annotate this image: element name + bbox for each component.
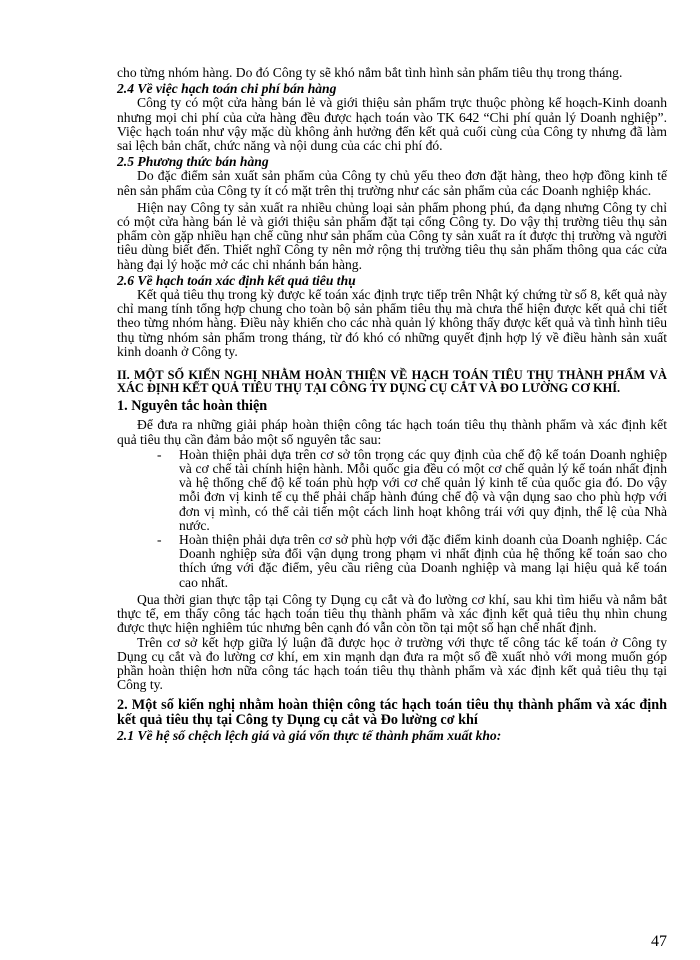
page-number: 47 [651, 933, 667, 950]
section-heading-2-6: 2.6 Về hạch toán xác định kết quả tiêu thụ [117, 272, 356, 288]
continuation-paragraph: cho từng nhóm hàng. Do đó Công ty sẽ khó nắm bắt tình hình sản phẩm tiêu thụ trong tháng. [117, 65, 623, 80]
principles-list [117, 448, 667, 590]
paragraph-proposal: Trên cơ sở kết hợp giữa lý luận đã được học ở trường với thực tế công tác kế toán ở Công ty Dụng cụ cắt và đo lường cơ khí, em xin mạnh dạn đưa ra một số đề xuất nhỏ với mong muốn góp phần hoàn thiện hơn nữa công tác hạch toán tiêu thụ thành phẩm và xác định kết quả tiêu thụ tại Công ty. [117, 634, 667, 693]
section-heading-2-4: 2.4 Về việc hạch toán chi phí bán hàng [117, 81, 337, 97]
list-item [157, 446, 667, 533]
list-item-text: Hoàn thiện phải dựa trên cơ sở phù hợp với đặc điểm kinh doanh của Doanh nghiệp. Các Doanh nghiệp sửa đổi vận dụng trong phạm vi nhất định của hệ thống kế toán sao cho thích ứng với đặc điểm, yêu cầu riêng của Doanh nghiệp và mang lại hiệu quả kế toán cao nhất. [179, 532, 667, 590]
list-item [157, 532, 667, 590]
section-heading-2: 2. Một số kiến nghị nhằm hoàn thiện công tác hạch toán tiêu thụ thành phẩm và xác định kết quả tiêu thụ tại Công ty Dụng cụ cắt và Đo lường cơ khí [117, 697, 667, 728]
paragraph-sales-method-1: Do đặc điểm sản xuất sản phẩm của Công ty chủ yếu theo đơn đặt hàng, theo hợp đồng kinh tế nên sản phẩm của Công ty ít có mặt trên thị trường như các sản phẩm của các Doanh nghiệp khác. [117, 168, 667, 198]
section-heading-2-5: 2.5 Phương thức bán hàng [117, 154, 269, 170]
chapter-heading-II: II. MỘT SỐ KIẾN NGHỊ NHẰM HOÀN THIỆN VỀ HẠCH TOÁN TIÊU THỤ THÀNH PHẨM VÀ XÁC ĐỊNH KẾT QUẢ TIÊU THỤ TẠI CÔNG TY DỤNG CỤ CẮT VÀ ĐO LƯỜNG CƠ KHÍ. [117, 368, 667, 395]
bullet-marker: - [157, 532, 162, 548]
paragraph-sales-cost: Công ty có một cửa hàng bán lẻ và giới thiệu sản phẩm trực thuộc phòng kế hoạch-Kinh doanh nhưng mọi chi phí của cửa hàng đều được hạch toán vào TK 642 “Chi phí quản lý Doanh nghiệp”. Việc hạch toán như vậy mặc dù không ảnh hưởng đến kết quả cuối cùng của Công ty nhưng đã làm sai lệch bản chất, chức năng và nội dung của các chi phí đó. [117, 95, 667, 154]
bullet-marker: - [157, 446, 162, 462]
paragraph-sales-method-2: Hiện nay Công ty sản xuất ra nhiều chủng loại sản phẩm phong phú, đa dạng nhưng Công ty chỉ có một cửa hàng bán lẻ và giới thiệu sản phẩm đặt tại cổng Công ty. Do vậy thị trường tiêu thụ sản phẩm còn gặp nhiều hạn chế cũng như sản phẩm của Công ty sản xuất ra ít được thị trường và người tiêu dùng biết đến. Thiết nghĩ Công ty nên mở rộng thị trường tiêu thụ sản phẩm thông qua các cửa hàng đại lý hoặc mở các chi nhánh bán hàng. [117, 199, 667, 272]
list-item-text: Hoàn thiện phải dựa trên cơ sở tôn trọng các quy định của chế độ kế toán Doanh nghiệp và cơ chế tài chính hiện hành. Mỗi quốc gia đều có một cơ chế quản lý kế toán nhất định và hệ thống chế độ kế toán phù hợp với cơ chế quản lý kinh tế của quốc gia đó. Do vậy mỗi đơn vị kinh tế cụ thể phải chấp hành đúng chế độ và vận dụng sao cho phù hợp với đơn vị mình, có thể cải tiến một cách linh hoạt không trái với quy định, thể lệ của Nhà nước. [179, 446, 667, 533]
paragraph-principles-intro: Để đưa ra những giải pháp hoàn thiện công tác hạch toán tiêu thụ thành phẩm và xác định kết quả tiêu thụ cần đảm bảo một số nguyên tắc sau: [117, 417, 667, 447]
page-body [117, 66, 667, 743]
section-heading-1: 1. Nguyên tắc hoàn thiện [117, 398, 268, 415]
paragraph-internship: Qua thời gian thực tập tại Công ty Dụng cụ cắt và đo lường cơ khí, sau khi tìm hiểu và nắm bắt thực tế, em thấy công tác hạch toán tiêu thụ thành phẩm và xác định kết quả tiêu thụ nhìn chung được thực hiện nghiêm túc nhưng bên cạnh đó vẫn còn tồn tại một số hạn chế nhất định. [117, 591, 667, 636]
section-heading-2-1: 2.1 Về hệ số chệch lệch giá và giá vốn thực tế thành phẩm xuất kho: [117, 727, 502, 743]
paragraph-sales-result: Kết quả tiêu thụ trong kỳ được kế toán xác định trực tiếp trên Nhật ký chứng từ số 8, kết quả này chỉ mang tính tổng hợp chung cho toàn bộ sản phẩm tiêu thụ mà chưa thể hiện được kết quả chi tiết theo từng nhóm hàng. Điều này khiến cho các nhà quản lý không thấy được kết quả và tình hình tiêu thụ từng nhóm sản phẩm trong tháng, từ đó khó có những quyết định hợp lý về điều hành sản xuất kinh doanh ở Công ty. [117, 287, 667, 359]
